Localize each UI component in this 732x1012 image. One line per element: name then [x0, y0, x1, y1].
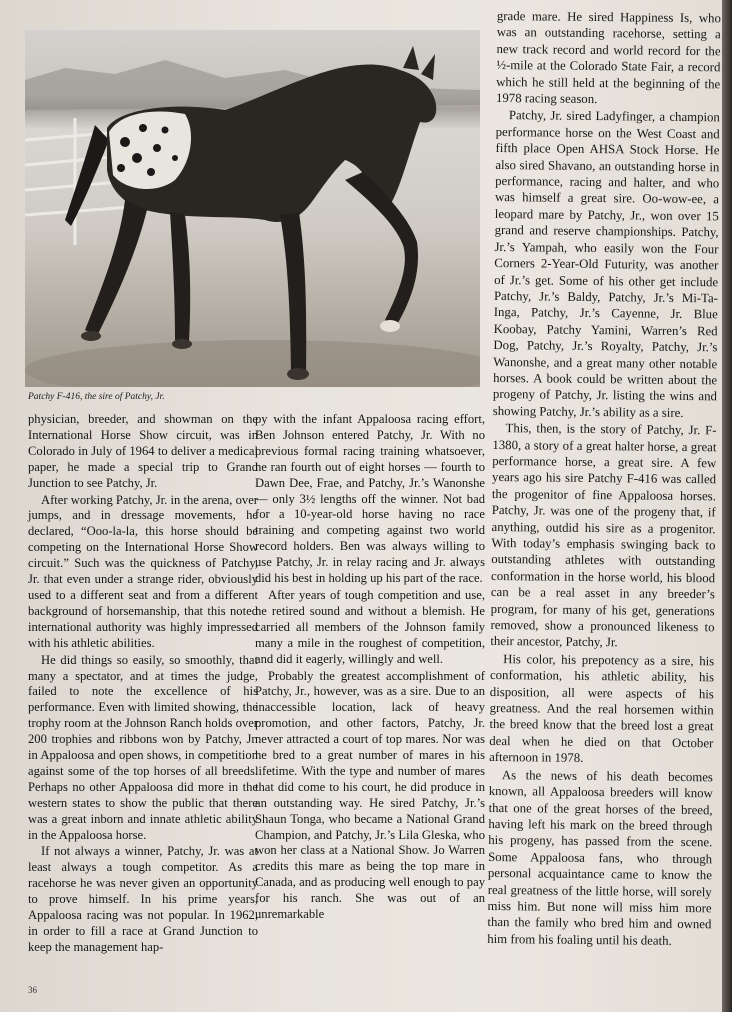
paragraph: After years of tough competition and use, he retired sound and without a blemish. He carried all members of the Johnson family many a mile in the roughest of competition, and did it eagerly, willingly and well.: [255, 587, 485, 666]
paragraph: As the news of his death becomes known, all Appaloosa breeders will know that one of the great horses of the breed, having left his mark on the breed through his progeny, has passed from the scene. Some Appaloosa fans, who through personal acquaintance came to know the real greatness of the little horse, will sorely miss him. But none will miss him more than the family who bred him and owned him from his foaling until his death.: [487, 767, 714, 948]
paragraph: His color, his prepotency as a sire, his conformation, his athletic ability, his disposition, all were aspects of his greatness. And the real horsemen within the breed know that the breed lost a great deal when he died on that October afternoon in 1978.: [489, 651, 715, 766]
paragraph: physician, breeder, and showman on the International Horse Show circuit, was in Colorado in July of 1964 to deliver a medical paper, he made a special trip to Grand Junction to see Patchy, Jr.: [28, 412, 258, 490]
text-column-2: [255, 412, 485, 924]
paragraph: He did things so easily, so smoothly, that many a spectator, and at times the judge, failed to note the excellence of his performance. Even with limited showing, the trophy room at the Johnson Ranch holds over 200 trophies and ribbons won by Patchy, Jr. in Appaloosa and open shows, in competition against some of the top horses of all breeds. Perhaps no other Appaloosa did more in the western states to show the public that there was a great inborn and innate athletic ability in the Appaloosa horse.: [28, 652, 258, 842]
photo-caption: Patchy F-416, the sire of Patchy, Jr.: [28, 392, 165, 402]
appaloosa-horse-image: [25, 30, 480, 387]
paragraph: If not always a winner, Patchy, Jr. was at least always a tough competitor. As a racehorse he was never given an opportunity to prove himself. In his prime years, Appaloosa racing was not popular. In 1962, in order to fill a race at Grand Junction to keep the management hap-: [28, 844, 258, 954]
paragraph: grade mare. He sired Happiness Is, who was an outstanding racehorse, setting a new track record and world record for the ½-mile at the Colorado State Fair, a record which he still held at the beginning of the 1978 racing season.: [495, 8, 721, 107]
horse-photo: [25, 30, 480, 387]
paragraph: Probably the greatest accomplishment of Patchy, Jr., however, was as a sire. Due to an inaccessible location, lack of heavy promotion, and other factors, Patchy, Jr. never attracted a court of top mares. Nor was he bred to a great number of mares in his lifetime. With the type and number of mares that did come to his court, he did produce in an outstanding way. He sired Patchy, Jr.’s Shaun Tonga, who became a National Grand Champion, and Patchy, Jr.’s Lila Gleska, who won her class at a National Show. Jo Warren credits this mare as being the top mare in Canada, and as producing well enough to pay for his ranch. She was out of an unremarkable: [255, 668, 485, 922]
page-number: 36: [28, 985, 37, 995]
paragraph: Patchy, Jr. sired Ladyfinger, a champion performance horse on the West Coast and fifth place Open AHSA Stock Horse. He also sired Shavano, an outstanding horse in performance, racing and halter, and who was himself a great sire. Oo-wow-ee, a leopard mare by Patchy, Jr., won over 15 grand and reserve championships. Patchy, Jr.’s Yampah, who easily won the Four Corners 2-Year-Old Futurity, was another of Jr.’s get. Some of his other get include Patchy, Jr.’s Baldy, Patchy, Jr.’s Mi-Ta-Inga, Patchy, Jr.’s Cayenne, Jr. Blue Koobay, Patchy Yamini, Warren’s Red Dog, Patchy, Jr.’s Royalty, Patchy, Jr.’s Wanonshe, and a great many other notable horses. A book could be written about the progeny of Patchy, Jr. listing the wins and showing Patchy, Jr.’s ability as a sire.: [492, 108, 720, 420]
page-edge-shadow: [722, 0, 732, 1012]
text-column-3: [487, 8, 721, 950]
paragraph: py with the infant Appaloosa racing effort, Ben Johnson entered Patchy, Jr. With no previous formal racing training whatsoever, he ran fourth out of eight horses — fourth to Dawn Dee, Frae, and Patchy, Jr.’s Wanonshe — only 3½ lengths off the winner. Not bad for a 10-year-old horse having no race training and competing against two world record holders. Ben was always willing to use Patchy, Jr. in relay racing and Jr. always did his best in holding up his part of the race.: [255, 412, 485, 586]
text-column-1: [28, 412, 258, 957]
paragraph: After working Patchy, Jr. in the arena, over jumps, and in dressage movements, he declared, “Ooo-la-la, this horse should be competing on the International Horse Show circuit.” Such was the quickness of Patchy, Jr. that even under a strange rider, obviously used to a different seat and from a different background of horsemanship, that this noted international authority was highly impressed with his athletic abilities.: [28, 492, 258, 650]
paragraph: This, then, is the story of Patchy, Jr. F-1380, a story of a great halter horse, a great performance horse, a great sire. A few years ago his sire Patchy F-416 was called the progenitor of fine Appaloosa horses. Patchy, Jr. was one of the progeny that, if anything, outdid his sire as a progenitor. With today’s emphasis swinging back to outstanding athletes with outstanding conformation in the horse world, his blood can be a real asset in any breeder’s program, for many of his get, generations removed, show a pronounced likeness to their ancestor, Patchy, Jr.: [490, 421, 717, 650]
